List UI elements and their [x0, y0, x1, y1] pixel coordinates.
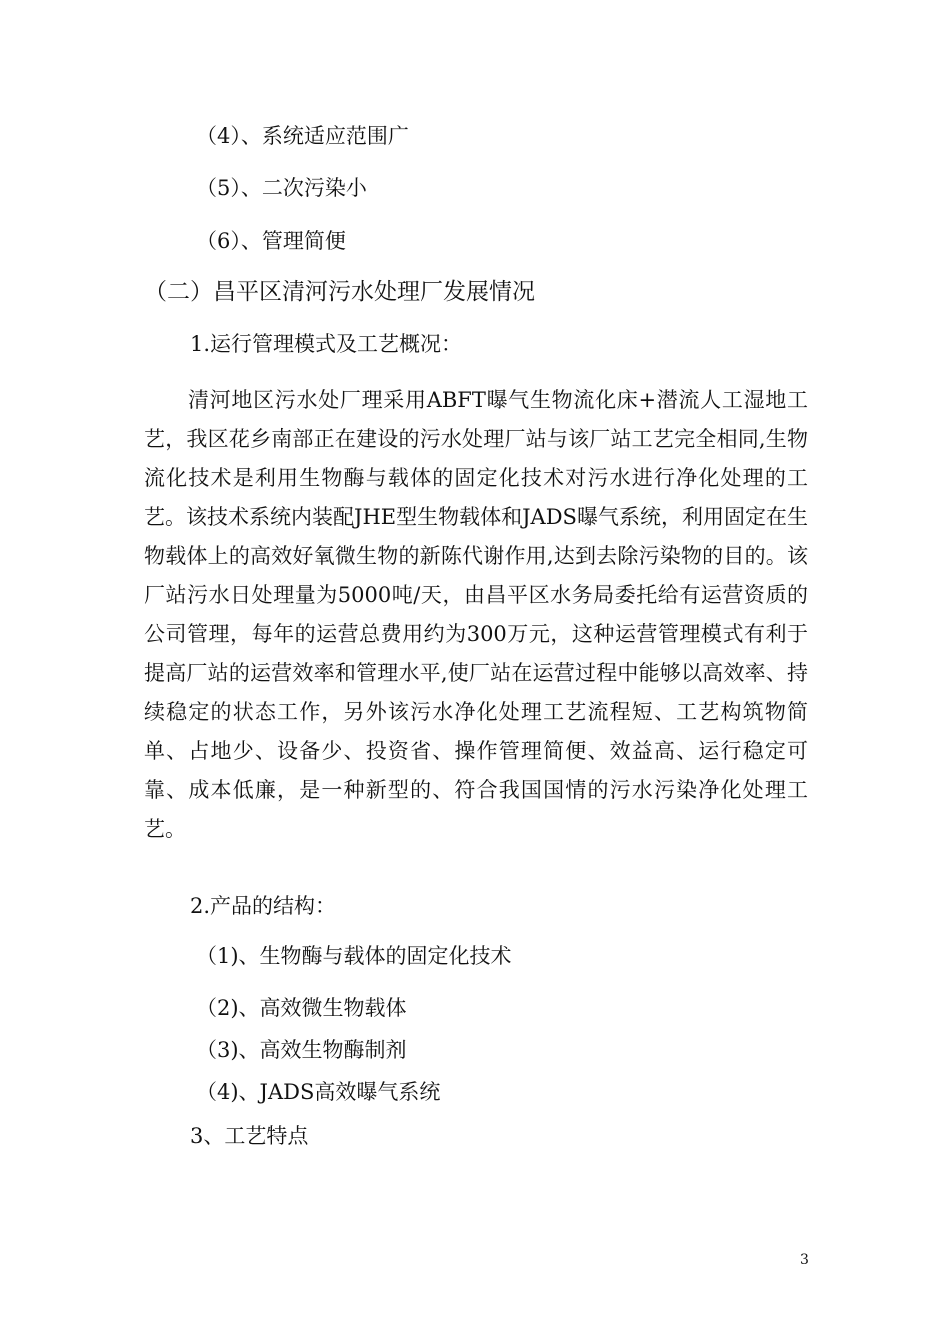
body-paragraph: 清河地区污水处厂理采用ABFT曝气生物流化床+潜流人工湿地工艺，我区花乡南部正在建设的污水处理厂站与该厂站工艺完全相同,生物流化技术是利用生物酶与载体的固定化技术对污水进行净化处理的工艺。该技术系统内装配JHE型生物载体和JADS曝气系统，利用固定在生物载体上的高效好氧微生物的新陈代谢作用,达到去除污染物的目的。该厂站污水日处理量为5000吨/天，由昌平区水务局委托给有运营资质的公司管理，每年的运营总费用约为300万元，这种运营管理模式有利于提高厂站的运营效率和管理水平,使厂站在运营过程中能够以高效率、持续稳定的状态工作，另外该污水净化处理工艺流程短、工艺构筑物简单、占地少、设备少、投资省、操作管理简便、效益高、运行稳定可靠、成本低廉，是一种新型的、符合我国国情的污水污染净化处理工艺。 [144, 388, 808, 841]
list-item-wide-applicability: （4）、系统适应范围广 [196, 124, 409, 148]
list-item-aeration-system: （4)、JADS高效曝气系统 [196, 1080, 441, 1104]
subheading-product-structure: 2.产品的结构： [190, 894, 337, 918]
list-item-low-secondary-pollution: （5）、二次污染小 [196, 176, 367, 200]
page-number: 3 [800, 1252, 809, 1268]
list-item-enzyme-immobilization: （1)、生物酶与载体的固定化技术 [196, 944, 512, 968]
subheading-process-features: 3、工艺特点 [190, 1124, 309, 1148]
list-item-enzyme-preparation: （3)、高效生物酶制剂 [196, 1038, 407, 1062]
list-item-simple-management: （6）、管理简便 [196, 229, 346, 253]
subheading-operation-mode: 1.运行管理模式及工艺概况： [190, 332, 463, 356]
list-item-microbial-carrier: （2)、高效微生物载体 [196, 996, 407, 1020]
section-heading: （二）昌平区清河污水处理厂发展情况 [144, 279, 535, 305]
